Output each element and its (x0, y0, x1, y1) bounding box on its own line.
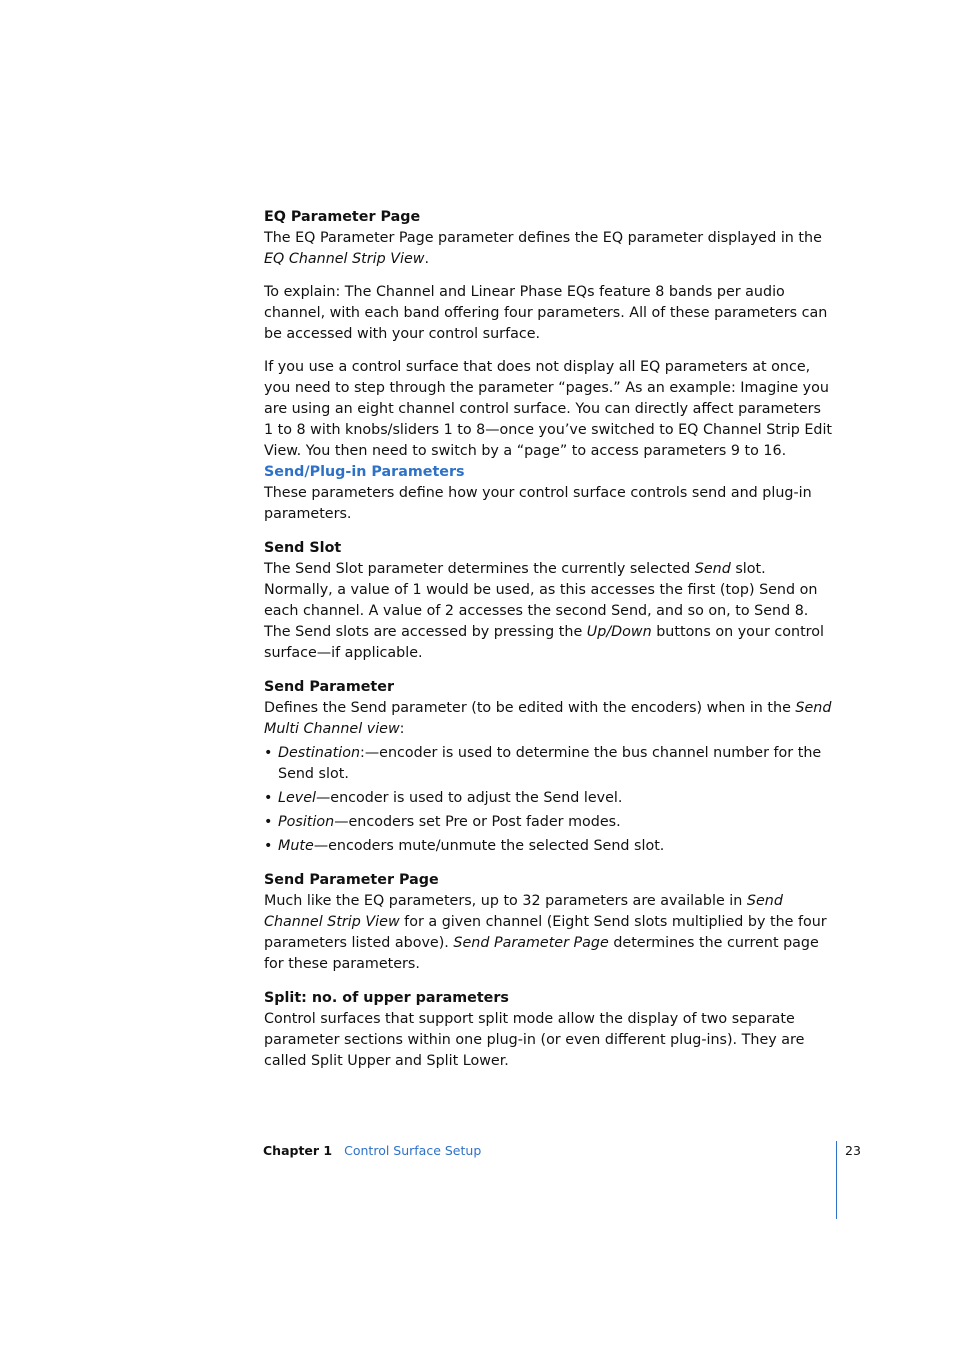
list-item: • Position—encoders set Pre or Post fader modes. (264, 812, 834, 833)
send-parameter-page-paragraph: Much like the EQ parameters, up to 32 parameters are available in Send Channel Strip View for a given channel (Eight Send slots multiplied by the four parameters listed above). Send Parameter Page determines the current page for these parameters. (264, 893, 827, 972)
heading-send-slot: Send Slot (264, 540, 342, 556)
heading-send-parameter-page: Send Parameter Page (264, 872, 439, 888)
footer-section-link[interactable]: Control Surface Setup (344, 1143, 482, 1158)
list-item: • Destination:—encoder is used to determine the bus channel number for the Send slot. (264, 745, 822, 782)
heading-send-plugin-parameters: Send/Plug-in Parameters (264, 464, 465, 480)
list-item: • Level—encoder is used to adjust the Send level. (264, 788, 834, 809)
send-parameter-paragraph: Defines the Send parameter (to be edited with the encoders) when in the Send Multi Channel view: (264, 700, 832, 737)
bullet-icon: • (264, 790, 273, 806)
send-slot-paragraph: The Send Slot parameter determines the currently selected Send slot. Normally, a value of 1 would be used, as this accesses the first (top) Send on each channel. A value of 2 accesses the second Send, and so on, to Send 8. The Send slots are accessed by pressing the Up/Down buttons on your control surface—if applicable. (264, 561, 824, 661)
heading-eq-parameter-page: EQ Parameter Page (264, 209, 421, 225)
send-parameter-list (264, 743, 834, 857)
list-item: • Mute—encoders mute/unmute the selected Send slot. (264, 836, 834, 857)
page-footer (263, 1141, 863, 1161)
footer-divider (836, 1141, 837, 1219)
eq-page-paragraph-3: If you use a control surface that does not display all EQ parameters at once, you need to step through the parameter “pages.” As an example: Imagine you are using an eight channel control surface. You can directly affect parameters 1 to 8 with knobs/sliders 1 to 8—once you’ve switched to EQ Channel Strip Edit View. You then need to switch by a “page” to access parameters 9 to 16. (264, 359, 833, 459)
heading-send-parameter: Send Parameter (264, 679, 394, 695)
page-body (264, 207, 834, 1072)
bullet-icon: • (264, 814, 273, 830)
eq-page-paragraph-1: The EQ Parameter Page parameter defines the EQ parameter displayed in the EQ Channel Strip View. (264, 230, 822, 267)
eq-page-paragraph-2: To explain: The Channel and Linear Phase EQs feature 8 bands per audio channel, with each band offering four parameters. All of these parameters can be accessed with your control surface. (264, 284, 828, 342)
heading-split-upper-parameters: Split: no. of upper parameters (264, 990, 509, 1006)
bullet-icon: • (264, 838, 273, 854)
split-paragraph: Control surfaces that support split mode allow the display of two separate parameter sections within one plug-in (or even different plug-ins). They are called Split Upper and Split Lower. (264, 1011, 805, 1069)
bullet-icon: • (264, 745, 273, 761)
footer-chapter: Chapter 1 (263, 1143, 333, 1158)
page-number: 23 (845, 1143, 861, 1158)
send-plugin-paragraph: These parameters define how your control surface controls send and plug-in parameters. (264, 485, 812, 522)
